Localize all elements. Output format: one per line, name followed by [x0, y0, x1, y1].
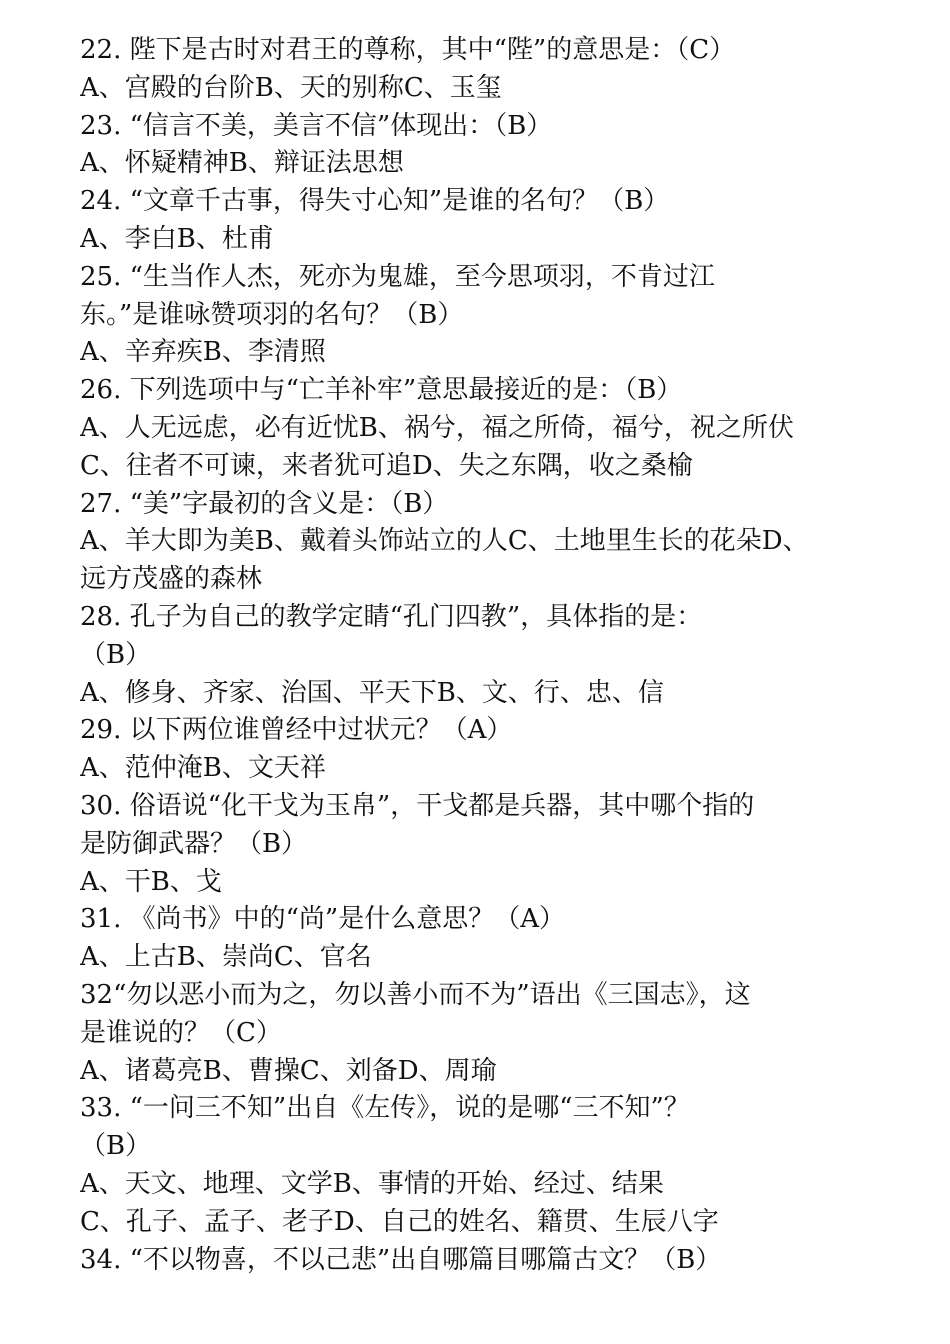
text-line: 30. 俗语说“化干戈为玉帛”，干戈都是兵器，其中哪个指的: [80, 790, 755, 821]
text-line: 24. “文章千古事，得失寸心知”是谁的名句？（B）: [80, 186, 670, 217]
text-line: 25. “生当作人杰，死亦为鬼雄，至今思项羽，不肯过江: [80, 261, 715, 292]
text-line: A、宫殿的台阶B、天的别称C、玉玺: [80, 72, 502, 103]
text-line: A、干B、戈: [80, 866, 222, 897]
text-line: 是谁说的？（C）: [80, 1017, 282, 1048]
text-line: 26. 下列选项中与“亡羊补牢”意思最接近的是：（B）: [80, 375, 683, 406]
text-line: A、修身、齐家、治国、平天下B、文、行、忠、信: [80, 677, 664, 708]
text-line: C、往者不可谏，来者犹可追D、失之东隅，收之桑榆: [80, 450, 693, 481]
text-line: A、诸葛亮B、曹操C、刘备D、周瑜: [80, 1055, 497, 1086]
text-line: 是防御武器？（B）: [80, 828, 308, 859]
text-line: 28. 孔子为自己的教学定睛“孔门四教”，具体指的是：: [80, 601, 703, 632]
text-line: 22. 陛下是古时对君王的尊称，其中“陛”的意思是：（C）: [80, 35, 736, 65]
document-page: [80, 32, 870, 1279]
text-line: 远方茂盛的森林: [80, 564, 263, 595]
text-line: 23. “信言不美，美言不信”体现出：（B）: [80, 110, 553, 141]
text-line: A、范仲淹B、文天祥: [80, 753, 326, 784]
text-line: 27. “美”字最初的含义是：（B）: [80, 488, 449, 519]
text-line: A、怀疑精神B、辩证法思想: [80, 148, 404, 179]
text-line: （B）: [80, 639, 152, 670]
text-line: 33. “一问三不知”出自《左传》，说的是哪“三不知”？: [80, 1093, 690, 1124]
text-line: A、李白B、杜甫: [80, 223, 274, 254]
text-line: （B）: [80, 1131, 152, 1162]
text-line: 29. 以下两位谁曾经中过状元？（A）: [80, 715, 513, 746]
text-line: A、天文、地理、文学B、事情的开始、经过、结果: [80, 1168, 664, 1199]
text-line: 32“勿以恶小而为之，勿以善小而不为”语出《三国志》，这: [80, 979, 751, 1010]
text-line: C、孔子、孟子、老子D、自己的姓名、籍贯、生辰八字: [80, 1206, 719, 1237]
text-line: 31. 《尚书》中的“尚”是什么意思？（A）: [80, 904, 565, 935]
text-line: A、辛弃疾B、李清照: [80, 337, 326, 368]
text-line: A、人无远虑，必有近忧B、祸兮，福之所倚，福兮，祝之所伏: [80, 412, 794, 443]
text-line: A、上古B、崇尚C、官名: [80, 942, 372, 973]
text-line: A、羊大即为美B、戴着头饰站立的人C、土地里生长的花朵D、: [80, 526, 809, 557]
text-line: 34. “不以物喜，不以己悲”出自哪篇目哪篇古文？（B）: [80, 1244, 722, 1275]
text-line: 东。”是谁咏赞项羽的名句？（B）: [80, 299, 464, 330]
